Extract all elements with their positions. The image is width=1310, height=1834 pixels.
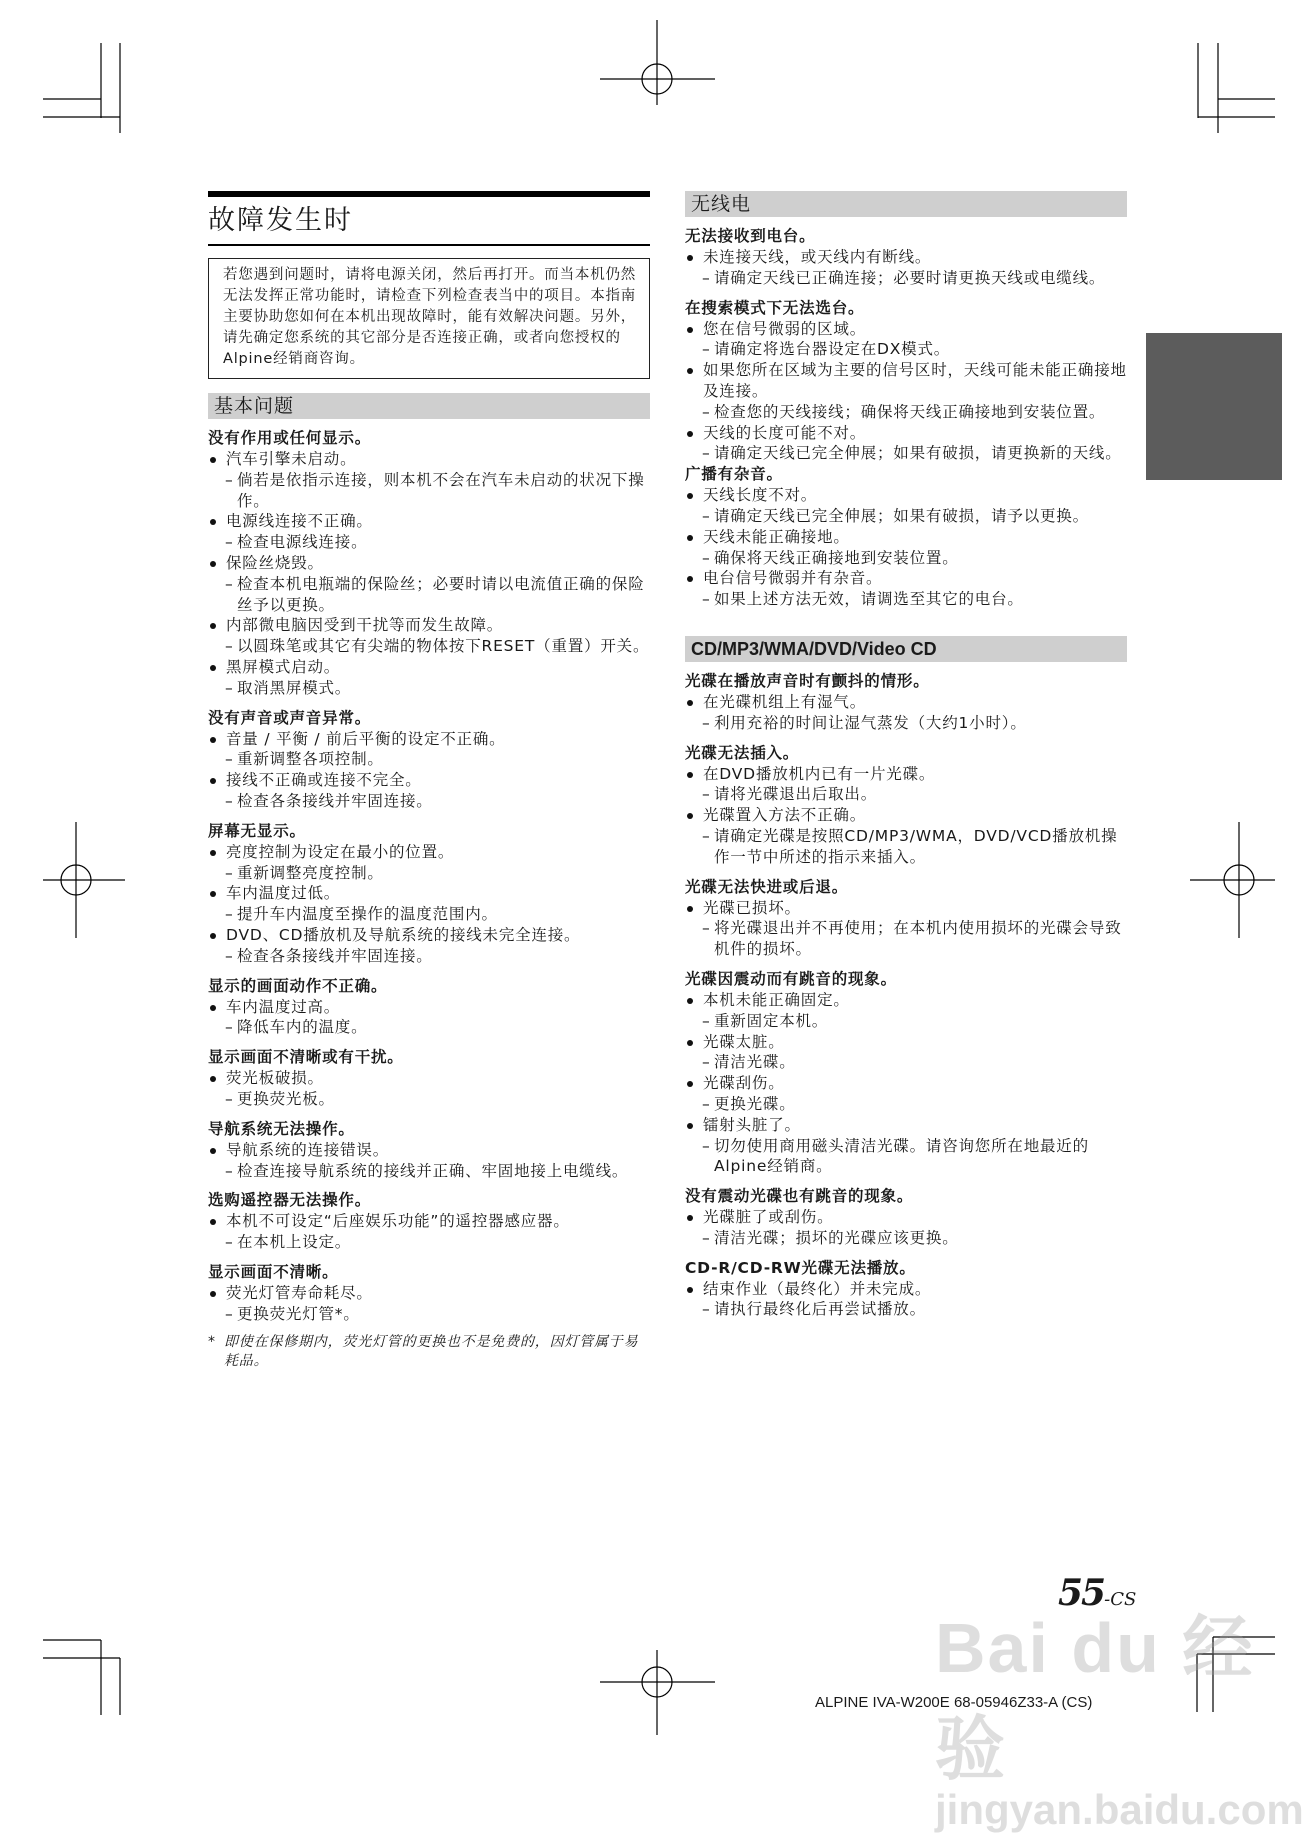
item-text: 检查各条接线并牢固连接。 <box>237 791 433 810</box>
page-title: 故障发生时 <box>208 205 353 236</box>
trouble-section <box>685 969 1127 1177</box>
radio-sections <box>685 226 1127 610</box>
item-text: 确保将天线正确接地到安装位置。 <box>714 548 959 567</box>
trouble-section <box>685 671 1127 734</box>
cause-item <box>685 360 1127 402</box>
left-column <box>208 191 650 1371</box>
dash-marker: – <box>702 1228 711 1247</box>
dash-marker: – <box>702 548 711 567</box>
item-text: 如果您所在区域为主要的信号区时，天线可能未能正确接地及连接。 <box>703 361 1127 400</box>
crop-mark-top-right <box>1198 43 1275 133</box>
dash-marker: – <box>702 1136 711 1155</box>
solution-item <box>208 574 650 616</box>
dash-marker: – <box>702 590 711 609</box>
item-text: 结束作业（最终化）并未完成。 <box>703 1279 932 1298</box>
problem-heading: 显示画面不清晰或有干扰。 <box>208 1048 404 1067</box>
dash-marker: – <box>225 791 234 810</box>
solution-item <box>685 1094 1127 1115</box>
item-text: 更换荧光灯管*。 <box>237 1304 360 1323</box>
item-text: DVD、CD播放机及导航系统的接线未完全连接。 <box>226 925 581 944</box>
item-text: 未连接天线，或天线内有断线。 <box>703 248 932 266</box>
dash-marker: – <box>225 1018 234 1037</box>
item-text: 在DVD播放机内已有一片光碟。 <box>703 764 936 783</box>
solution-item <box>208 1232 650 1253</box>
solution-item <box>685 1228 1127 1249</box>
footnote-text: 即使在保修期内，荧光灯管的更换也不是免费的，因灯管属于易耗品。 <box>224 1333 639 1369</box>
solution-item <box>685 826 1127 868</box>
item-text: 本机不可设定“后座娱乐功能”的遥控器感应器。 <box>226 1212 570 1231</box>
solution-item <box>685 443 1127 464</box>
footnote <box>208 1333 650 1371</box>
trouble-section <box>685 464 1127 610</box>
item-text: 电台信号微弱并有杂音。 <box>703 569 883 588</box>
cause-item <box>685 1115 1127 1136</box>
cause-item <box>685 423 1127 444</box>
item-text: 在本机上设定。 <box>237 1233 352 1252</box>
trouble-section <box>685 298 1127 465</box>
solution-item <box>685 402 1127 423</box>
registration-mark-left <box>43 822 125 938</box>
solution-item <box>208 636 650 657</box>
cause-item <box>685 692 1127 713</box>
solution-item <box>685 339 1127 360</box>
trouble-section <box>685 743 1127 868</box>
item-text: 车内温度过低。 <box>226 884 341 903</box>
cause-item <box>685 898 1127 919</box>
item-text: 荧光板破损。 <box>226 1069 324 1088</box>
dash-marker: – <box>225 678 234 697</box>
trouble-section <box>685 1258 1127 1321</box>
item-text: 荧光灯管寿命耗尽。 <box>226 1283 373 1302</box>
dash-marker: – <box>702 826 711 845</box>
cause-item <box>208 1211 650 1232</box>
section-bar-cd: CD/MP3/WMA/DVD/Video CD <box>685 636 1127 662</box>
solution-item <box>208 532 650 553</box>
item-text: 亮度控制为设定在最小的位置。 <box>226 842 455 861</box>
solution-item <box>685 268 1127 289</box>
item-text: 车内温度过高。 <box>226 997 341 1016</box>
cd-sections <box>685 671 1127 1320</box>
dash-marker: – <box>225 637 234 656</box>
cause-item <box>685 1207 1127 1228</box>
item-text: 天线的长度可能不对。 <box>703 423 867 442</box>
solution-item <box>208 470 650 512</box>
item-text: 镭射头脏了。 <box>703 1115 801 1134</box>
cause-item <box>208 1068 650 1089</box>
item-text: 重新固定本机。 <box>714 1011 829 1030</box>
cause-item <box>208 842 650 863</box>
trouble-section <box>208 821 650 967</box>
trouble-section <box>208 428 650 699</box>
problem-heading: 光碟无法快进或后退。 <box>685 877 849 896</box>
right-column <box>685 191 1127 1320</box>
cause-item <box>208 449 650 470</box>
page-number-suffix: -CS <box>1104 1589 1137 1610</box>
cause-item <box>208 553 650 574</box>
solution-item <box>685 1136 1127 1178</box>
solution-item <box>208 904 650 925</box>
cause-item <box>208 883 650 904</box>
item-text: 接线不正确或连接不完全。 <box>226 771 422 790</box>
dash-marker: – <box>225 1089 234 1108</box>
item-text: 电源线连接不正确。 <box>226 512 373 531</box>
dash-marker: – <box>225 1304 234 1323</box>
dash-marker: – <box>702 402 711 421</box>
problem-heading: 没有震动光碟也有跳音的现象。 <box>685 1187 914 1206</box>
item-text: 您在信号微弱的区域。 <box>703 319 867 338</box>
cause-item <box>208 925 650 946</box>
intro-box: 若您遇到问题时，请将电源关闭，然后再打开。而当本机仍然无法发挥正常功能时，请检查下列检查表当中的项目。本指南主要协助您如何在本机出现故障时，能有效解决问题。另外，请先确定您系统的其它部分是否连接正确，或者向您授权的Alpine经销商咨询。 <box>208 258 650 379</box>
item-text: 请确定天线已正确连接；必要时请更换天线或电缆线。 <box>714 268 1106 287</box>
solution-item <box>208 1304 650 1325</box>
cause-item <box>685 764 1127 785</box>
section-bar-radio: 无线电 <box>685 191 1127 217</box>
cause-item <box>685 805 1127 826</box>
item-text: 重新调整亮度控制。 <box>237 863 384 882</box>
dash-marker: – <box>225 470 234 489</box>
dash-marker: – <box>702 268 711 287</box>
dash-marker: – <box>702 1011 711 1030</box>
registration-mark-top <box>600 20 715 105</box>
dash-marker: – <box>225 863 234 882</box>
item-text: 光碟刮伤。 <box>703 1074 785 1093</box>
dash-marker: – <box>702 785 711 804</box>
problem-heading: 无法接收到电台。 <box>685 227 816 245</box>
item-text: 保险丝烧毁。 <box>226 553 324 572</box>
item-text: 检查您的天线接线；确保将天线正确接地到安装位置。 <box>714 402 1106 421</box>
item-text: 以圆珠笔或其它有尖端的物体按下RESET（重置）开关。 <box>237 637 650 656</box>
basic-sections <box>208 428 650 1325</box>
solution-item <box>208 791 650 812</box>
solution-item <box>685 918 1127 960</box>
page-number-value: 55 <box>1058 1572 1105 1614</box>
trouble-section <box>208 1119 650 1182</box>
item-text: 光碟脏了或刮伤。 <box>703 1208 834 1227</box>
solution-item <box>685 548 1127 569</box>
trouble-section <box>208 1262 650 1325</box>
dash-marker: – <box>702 713 711 732</box>
solution-item <box>685 589 1127 610</box>
item-text: 请确定光碟是按照CD/MP3/WMA，DVD/VCD播放机操作一节中所述的指示来插入。 <box>714 826 1118 866</box>
item-text: 降低车内的温度。 <box>237 1018 368 1037</box>
solution-item <box>208 749 650 770</box>
crop-mark-top-left <box>43 43 120 133</box>
trouble-section <box>208 708 650 812</box>
cause-item <box>208 657 650 678</box>
dash-marker: – <box>225 1233 234 1252</box>
trouble-section <box>208 1047 650 1110</box>
problem-heading: 选购遥控器无法操作。 <box>208 1191 372 1210</box>
item-text: 提升车内温度至操作的温度范围内。 <box>237 905 498 924</box>
item-text: 光碟置入方法不正确。 <box>703 806 867 825</box>
item-text: 检查连接导航系统的接线并正确、牢固地接上电缆线。 <box>237 1161 629 1180</box>
problem-heading: 导航系统无法操作。 <box>208 1119 355 1138</box>
solution-item <box>685 506 1127 527</box>
problem-heading: 显示画面不清晰。 <box>208 1262 339 1281</box>
dash-marker: – <box>225 946 234 965</box>
problem-heading: 光碟因震动而有跳音的现象。 <box>685 969 897 988</box>
baidu-watermark: Bai du 经验 jingyan.baidu.com <box>935 1609 1304 1833</box>
item-text: 更换荧光板。 <box>237 1089 335 1108</box>
item-text: 内部微电脑因受到干扰等而发生故障。 <box>226 616 504 635</box>
item-text: 清洁光碟。 <box>714 1053 796 1072</box>
dash-marker: – <box>225 533 234 552</box>
trouble-section <box>208 976 650 1039</box>
cause-item <box>685 1032 1127 1053</box>
solution-item <box>208 946 650 967</box>
item-text: 天线长度不对。 <box>703 486 818 505</box>
section-thumb-tab <box>1146 333 1282 480</box>
problem-heading: 光碟在播放声音时有颤抖的情形。 <box>685 671 930 690</box>
dash-marker: – <box>225 750 234 769</box>
item-text: 请确定天线已完全伸展；如果有破损，请予以更换。 <box>714 506 1089 525</box>
item-text: 导航系统的连接错误。 <box>226 1140 390 1159</box>
cause-item <box>685 1279 1127 1300</box>
title-underline <box>208 244 650 246</box>
item-text: 检查各条接线并牢固连接。 <box>237 946 433 965</box>
registration-mark-right <box>1190 822 1275 938</box>
solution-item <box>208 863 650 884</box>
problem-heading: 显示的画面动作不正确。 <box>208 976 388 995</box>
solution-item <box>685 784 1127 805</box>
title-rule <box>208 191 650 197</box>
problem-heading: 屏幕无显示。 <box>208 821 306 840</box>
dash-marker: – <box>225 1161 234 1180</box>
cause-item <box>685 568 1127 589</box>
dash-marker: – <box>225 574 234 593</box>
dash-marker: – <box>225 905 234 924</box>
cause-item <box>208 997 650 1018</box>
item-text: 汽车引擎未启动。 <box>226 450 357 468</box>
item-text: 清洁光碟；损坏的光碟应该更换。 <box>714 1228 959 1247</box>
item-text: 光碟太脏。 <box>703 1032 785 1051</box>
item-text: 切勿使用商用磁头清洁光碟。请咨询您所在地最近的Alpine经销商。 <box>714 1136 1089 1176</box>
cause-item <box>685 319 1127 340</box>
cause-item <box>208 615 650 636</box>
solution-item <box>208 1089 650 1110</box>
solution-item <box>685 713 1127 734</box>
problem-heading: 没有作用或任何显示。 <box>208 429 372 447</box>
item-text: 取消黑屏模式。 <box>237 678 352 697</box>
solution-item <box>208 678 650 699</box>
item-text: 检查电源线连接。 <box>237 533 368 552</box>
problem-heading: 光碟无法插入。 <box>685 743 800 762</box>
trouble-section <box>208 1190 650 1253</box>
solution-item <box>685 1011 1127 1032</box>
item-text: 本机未能正确固定。 <box>703 990 850 1009</box>
solution-item <box>685 1299 1127 1320</box>
solution-item <box>208 1161 650 1182</box>
item-text: 利用充裕的时间让湿气蒸发（大约1小时）。 <box>714 713 1027 732</box>
dash-marker: – <box>702 340 711 359</box>
item-text: 倘若是依指示连接，则本机不会在汽车未启动的状况下操作。 <box>237 470 645 510</box>
item-text: 黑屏模式启动。 <box>226 657 341 676</box>
cause-item <box>208 729 650 750</box>
dash-marker: – <box>702 444 711 463</box>
cause-item <box>208 770 650 791</box>
problem-heading: 没有声音或声音异常。 <box>208 708 372 727</box>
dash-marker: – <box>702 1300 711 1319</box>
section-bar-basic: 基本问题 <box>208 393 650 419</box>
trouble-section <box>685 877 1127 960</box>
page-number <box>1058 1572 1136 1614</box>
solution-item <box>685 1052 1127 1073</box>
footnote-mark: * <box>208 1333 216 1350</box>
item-text: 请确定天线已完全伸展；如果有破损，请更换新的天线。 <box>714 444 1122 463</box>
cause-item <box>685 990 1127 1011</box>
item-text: 音量 / 平衡 / 前后平衡的设定不正确。 <box>226 729 506 748</box>
item-text: 更换光碟。 <box>714 1094 796 1113</box>
item-text: 请执行最终化后再尝试播放。 <box>714 1300 926 1319</box>
item-text: 天线未能正确接地。 <box>703 527 850 546</box>
dash-marker: – <box>702 919 711 938</box>
registration-mark-bottom <box>600 1650 715 1735</box>
cause-item <box>685 247 1127 268</box>
dash-marker: – <box>702 1094 711 1113</box>
item-text: 将光碟退出并不再使用；在本机内使用损坏的光碟会导致机件的损坏。 <box>714 919 1122 959</box>
cause-item <box>208 511 650 532</box>
problem-heading: CD-R/CD-RW光碟无法播放。 <box>685 1258 916 1277</box>
item-text: 在光碟机组上有湿气。 <box>703 692 867 711</box>
footer-doc-code: ALPINE IVA-W200E 68-05946Z33-A (CS) <box>815 1694 1093 1711</box>
problem-heading: 在搜索模式下无法选台。 <box>685 298 865 317</box>
cause-item <box>208 1283 650 1304</box>
crop-mark-bottom-right <box>1197 1637 1275 1712</box>
trouble-section <box>685 226 1127 289</box>
cause-item <box>685 1073 1127 1094</box>
item-text: 检查本机电瓶端的保险丝；必要时请以电流值正确的保险丝予以更换。 <box>237 574 645 614</box>
cause-item <box>208 1140 650 1161</box>
item-text: 请确定将选台器设定在DX模式。 <box>714 340 951 359</box>
cause-item <box>685 485 1127 506</box>
solution-item <box>208 1017 650 1038</box>
cause-item <box>685 527 1127 548</box>
item-text: 如果上述方法无效，请调选至其它的电台。 <box>714 590 1024 609</box>
dash-marker: – <box>702 1053 711 1072</box>
dash-marker: – <box>702 506 711 525</box>
crop-mark-bottom-left <box>43 1640 120 1715</box>
item-text: 光碟已损坏。 <box>703 898 801 917</box>
trouble-section <box>685 1186 1127 1249</box>
item-text: 请将光碟退出后取出。 <box>714 785 878 804</box>
item-text: 重新调整各项控制。 <box>237 750 384 769</box>
problem-heading: 广播有杂音。 <box>685 465 783 484</box>
